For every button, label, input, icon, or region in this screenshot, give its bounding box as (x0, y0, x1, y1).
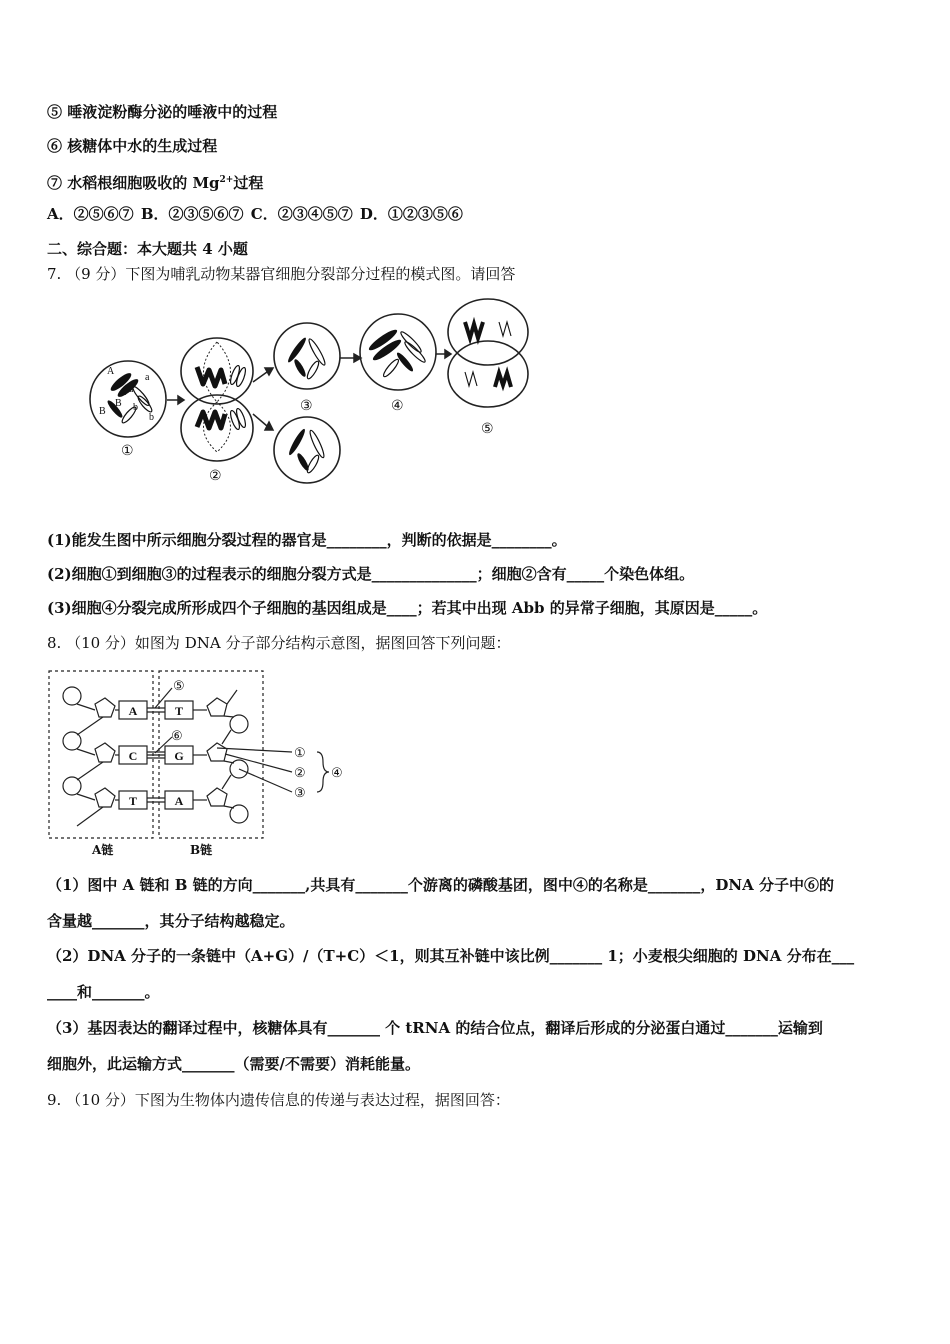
cell-4-outline (360, 314, 436, 390)
gene-label: a (145, 372, 150, 383)
cell-2-top (181, 338, 253, 404)
cell-label-2: ② (209, 468, 222, 484)
callout-2: ② (294, 766, 306, 781)
cell-5-top (448, 299, 528, 365)
callout-5: ⑤ (173, 679, 185, 694)
cell-5-bottom (448, 341, 528, 407)
cell-1-outline (90, 361, 166, 437)
callout-4: ④ (331, 766, 343, 781)
question-7-part-2: (2)细胞①到细胞③的过程表示的细胞分裂方式是______________；细胞②含有_____个染色体组。 (47, 565, 695, 583)
section-heading: 二、综合题：本大题共 4 小题 (47, 240, 248, 258)
question-7: 7. （9 分）下图为哺乳动物某器官细胞分裂部分过程的模式图。请回答 (47, 265, 516, 283)
gene-label: a (129, 384, 134, 395)
base-a-2: C (128, 749, 138, 763)
question-7-part-1: (1)能发生图中所示细胞分裂过程的器官是________，判断的依据是________。 (47, 531, 567, 549)
option-line-7-sup: 2+ (219, 175, 234, 185)
option-line-5: ⑤ 唾液淀粉酶分泌的唾液中的过程 (47, 103, 278, 121)
question-8-part-3b: 细胞外，此运输方式_______（需要/不需要）消耗能量。 (47, 1055, 420, 1073)
answer-options: A．②⑤⑥⑦ B．②③⑤⑥⑦ C．②③④⑤⑦ D．①②③⑤⑥ (47, 205, 463, 223)
option-line-7 (47, 170, 263, 193)
callout-6: ⑥ (171, 729, 183, 744)
cell-3-upper-outline (274, 323, 340, 389)
chain-a-box (49, 671, 153, 838)
callout-1: ① (294, 746, 306, 761)
gene-label: B (99, 406, 106, 417)
option-line-7-end: 过程 (233, 174, 264, 192)
option-line-6: ⑥ 核糖体中水的生成过程 (47, 137, 218, 155)
chain-a-label: A链 (92, 843, 114, 857)
base-b-2: G (174, 749, 184, 763)
chain-b-label: B链 (190, 843, 213, 857)
gene-label: A (119, 387, 127, 398)
gene-label: b (149, 412, 154, 423)
base-b-3: A (174, 794, 184, 808)
question-7-part-3: (3)细胞④分裂完成所形成四个子细胞的基因组成是____；若其中出现 Abb 的异常子细胞，其原因是_____。 (47, 599, 768, 617)
cell-label-1: ① (121, 443, 134, 459)
cell-label-4: ④ (391, 398, 404, 414)
question-8-part-1a: （1）图中 A 链和 B 链的方向_______,共具有_______个游离的磷酸基团，图中④的名称是_______，DNA 分子中⑥的 (47, 876, 834, 894)
question-8-part-1b: 含量越_______，其分子结构越稳定。 (47, 912, 295, 930)
gene-label: B (115, 398, 122, 409)
cell-2-bottom (181, 395, 253, 461)
callout-3: ③ (294, 786, 306, 801)
dna-structure-figure (47, 668, 347, 860)
question-8-part-2b: ____和_______。 (47, 983, 160, 1001)
question-8-part-3a: （3）基因表达的翻译过程中，核糖体具有_______ 个 tRNA 的结合位点，翻译后形成的分泌蛋白通过_______运输到 (47, 1019, 823, 1037)
base-a-3: T (128, 794, 138, 808)
gene-label: b (133, 402, 138, 413)
base-b-1: T (174, 704, 184, 718)
base-a-1: A (128, 704, 138, 718)
cell-label-3: ③ (300, 398, 313, 414)
question-8-part-2a: （2）DNA 分子的一条链中（A+G）/（T+C）＜1，则其互补链中该比例_______ 1；小麦根尖细胞的 DNA 分布在___ (47, 947, 855, 965)
cell-3-lower-outline (274, 417, 340, 483)
option-line-7-text: ⑦ 水稻根细胞吸收的 Mg (47, 174, 220, 192)
gene-label: A (107, 366, 115, 377)
question-8: 8. （10 分）如图为 DNA 分子部分结构示意图，据图回答下列问题： (47, 634, 511, 652)
cell-division-figure (85, 292, 545, 492)
question-9: 9. （10 分）下图为生物体内遗传信息的传递与表达过程，据图回答： (47, 1091, 510, 1109)
cell-label-5: ⑤ (481, 421, 494, 437)
